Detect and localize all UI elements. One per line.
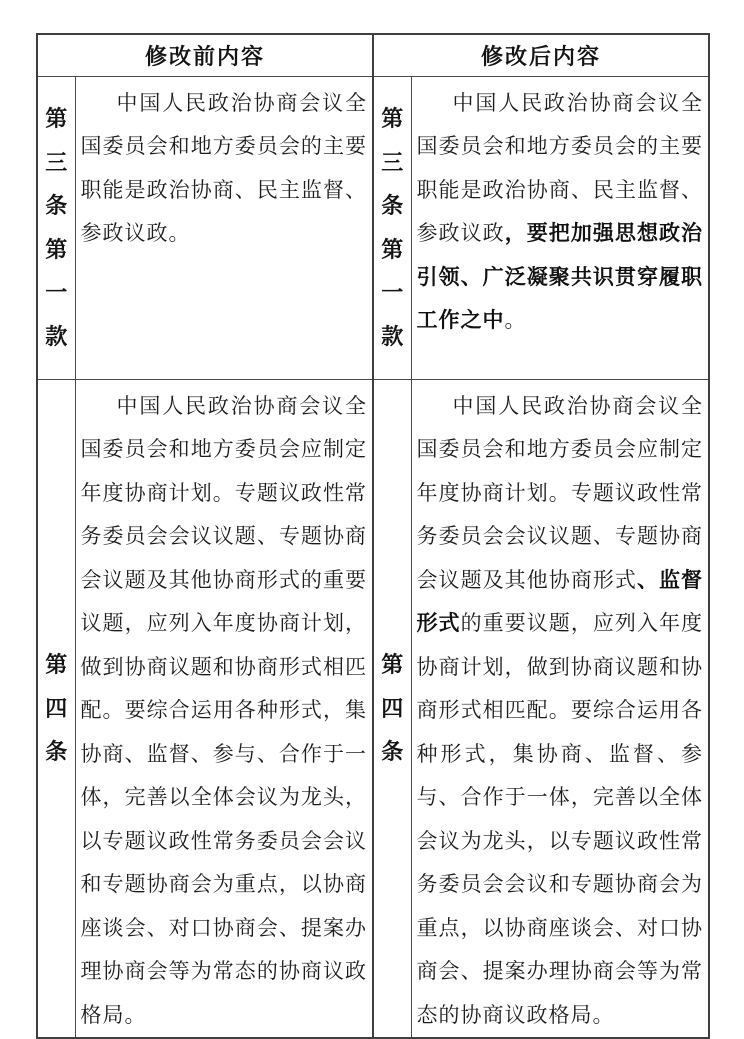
body-text: 中国人民政治协商会议全国委员会和地方委员会的主要职能是政治协商、民主监督、参政议政 <box>416 90 704 245</box>
table-row-article-3-clause-1 <box>37 76 709 379</box>
body-text: 中国人民政治协商会议全国委员会和地方委员会的主要职能是政治协商、民主监督、参政议政。 <box>80 90 368 245</box>
vertical-article-label <box>38 380 75 1038</box>
article-label-char: 第 <box>45 652 68 677</box>
vertical-article-label <box>374 77 411 379</box>
article-label-char: 四 <box>381 695 404 721</box>
article-label-char: 一 <box>45 280 68 305</box>
article-label-char: 条 <box>45 739 68 764</box>
article-label-char: 第 <box>45 106 68 131</box>
article-label-char: 第 <box>381 106 404 131</box>
paragraph-after-row2 <box>417 385 704 1038</box>
article-label-after-row2 <box>373 379 411 1038</box>
body-text: 中国人民政治协商会议全国委员会和地方委员会应制定年度协商计划。专题议政性常务委员会会议议题、专题协商会议题及其他协商形式的重要议题，应列入年度协商计划，做到协商议题和协商形式相匹配。要综合运用各种形式，集协商、监督、参与、合作于一体，完善以全体会议为龙头，以专题议政性常务委员会会议和专题协商会为重点，以协商座谈会、对口协商会、提案办理协商会等为常态的协商议政格局。 <box>80 393 368 1027</box>
vertical-article-label <box>374 380 411 1038</box>
article-label-char: 条 <box>45 193 68 218</box>
table-row-article-4 <box>37 379 709 1038</box>
article-label-char: 款 <box>381 323 404 349</box>
article-label-char: 第 <box>381 236 404 262</box>
paragraph-after-row1 <box>417 82 704 343</box>
content-before-row2 <box>75 379 373 1038</box>
article-label-char: 一 <box>381 280 404 305</box>
article-label-char: 第 <box>381 652 404 677</box>
header-row <box>37 34 709 76</box>
article-label-char: 款 <box>45 323 68 349</box>
inserted-text: 、监督形式 <box>416 568 704 635</box>
article-label-after-row1 <box>373 76 411 379</box>
content-after-row2 <box>411 379 709 1038</box>
body-text: 。 <box>504 308 527 332</box>
article-label-char: 第 <box>45 236 68 262</box>
article-label-char: 四 <box>45 695 68 721</box>
paragraph-before-row2 <box>81 385 368 1038</box>
content-before-row1 <box>75 76 373 379</box>
article-label-char: 条 <box>381 739 404 764</box>
revision-comparison-table <box>36 33 710 1039</box>
article-label-char: 三 <box>381 149 404 175</box>
body-text: 中国人民政治协商会议全国委员会和地方委员会应制定年度协商计划。专题议政性常务委员会会议议题、专题协商会议题及其他协商形式 <box>416 393 704 592</box>
vertical-article-label <box>38 77 75 379</box>
article-label-before-row1 <box>37 76 75 379</box>
column-header-after: 修改后内容 <box>373 34 709 76</box>
content-after-row1 <box>411 76 709 379</box>
column-header-before: 修改前内容 <box>37 34 373 76</box>
article-label-before-row2 <box>37 379 75 1038</box>
article-label-char: 三 <box>45 149 68 175</box>
body-text: 的重要议题，应列入年度协商计划，做到协商议题和协商形式相匹配。要综合运用各种形式，集协商、监督、参与、合作于一体，完善以全体会议为龙头，以专题议政性常务委员会会议和专题协商会为重点，以协商座谈会、对口协商会、提案办理协商会等为常态的协商议政格局。 <box>416 611 704 1027</box>
paragraph-before-row1 <box>81 82 368 256</box>
article-label-char: 条 <box>381 193 404 218</box>
inserted-text: ，要把加强思想政治引领、广泛凝聚共识贯穿履职工作之中 <box>416 222 704 332</box>
